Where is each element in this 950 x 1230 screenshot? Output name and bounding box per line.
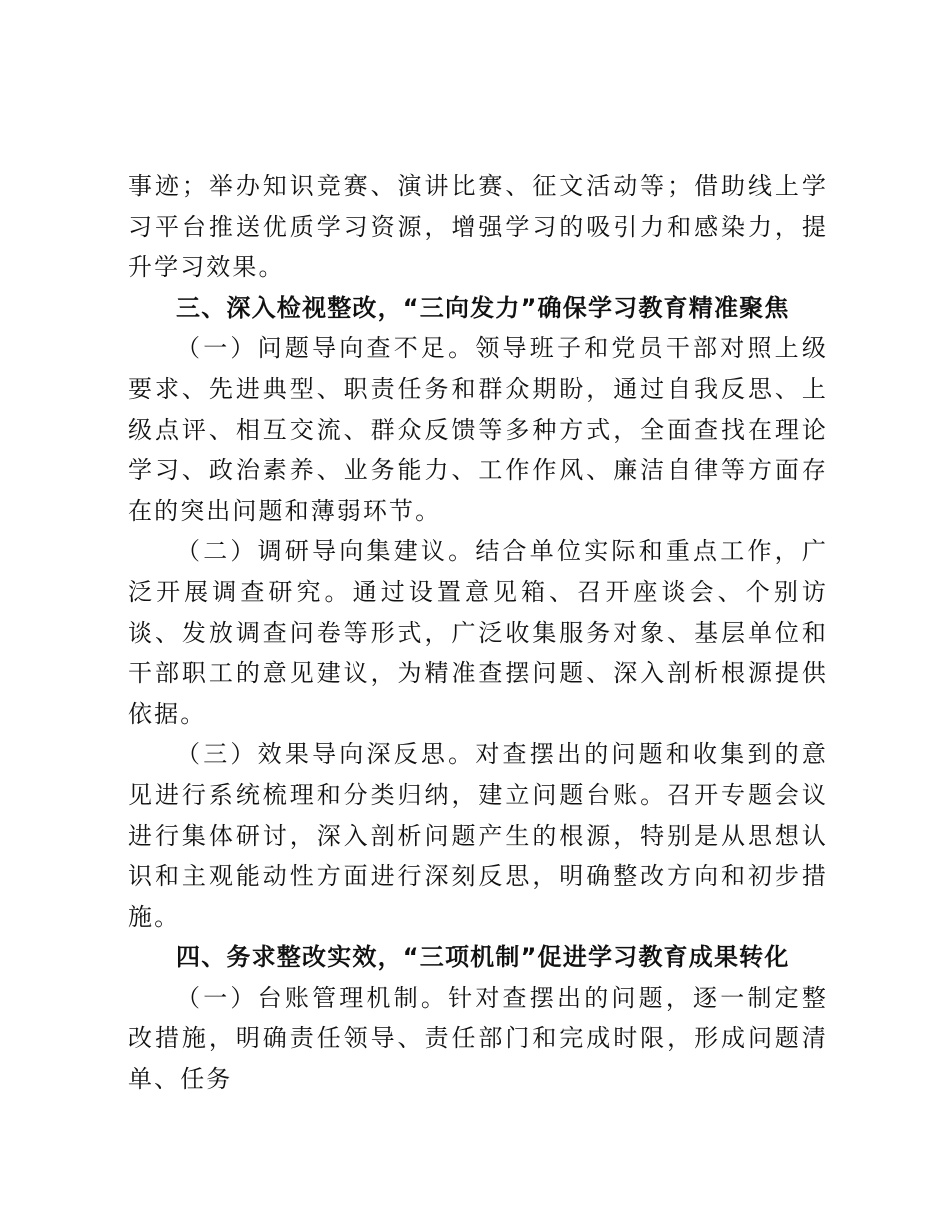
paragraph-effect-orientation: （三）效果导向深反思。对查摆出的问题和收集到的意见进行系统梳理和分类归纳，建立问题台账。召开专题会议进行集体研讨，深入剖析问题产生的根源，特别是从思想认识和主观能动性方面进行深刻反思，明确整改方向和初步措施。 xyxy=(128,740,828,931)
paragraph-research-orientation: （二）调研导向集建议。结合单位实际和重点工作，广泛开展调查研究。通过设置意见箱、召开座谈会、个别访谈、发放调查问卷等形式，广泛收集服务对象、基层单位和干部职工的意见建议，为精准查摆问题、深入剖析根源提供依据。 xyxy=(128,537,828,728)
paragraph-ledger-mechanism: （一）台账管理机制。针对查摆出的问题，逐一制定整改措施，明确责任领导、责任部门和完成时限，形成问题清单、任务 xyxy=(128,983,828,1094)
section-heading-three: 三、深入检视整改，“三向发力”确保学习教育精准聚焦 xyxy=(176,293,790,322)
section-heading-four: 四、务求整改实效，“三项机制”促进学习教育成果转化 xyxy=(176,943,790,972)
document-body xyxy=(128,166,828,1100)
paragraph-problem-orientation: （一）问题导向查不足。领导班子和党员干部对照上级要求、先进典型、职责任务和群众期盼，通过自我反思、上级点评、相互交流、群众反馈等多种方式，全面查找在理论学习、政治素养、业务能力、工作作风、廉洁自律等方面存在的突出问题和薄弱环节。 xyxy=(128,334,828,525)
paragraph-continuation: 事迹；举办知识竞赛、演讲比赛、征文活动等；借助线上学习平台推送优质学习资源，增强学习的吸引力和感染力，提升学习效果。 xyxy=(128,172,828,282)
